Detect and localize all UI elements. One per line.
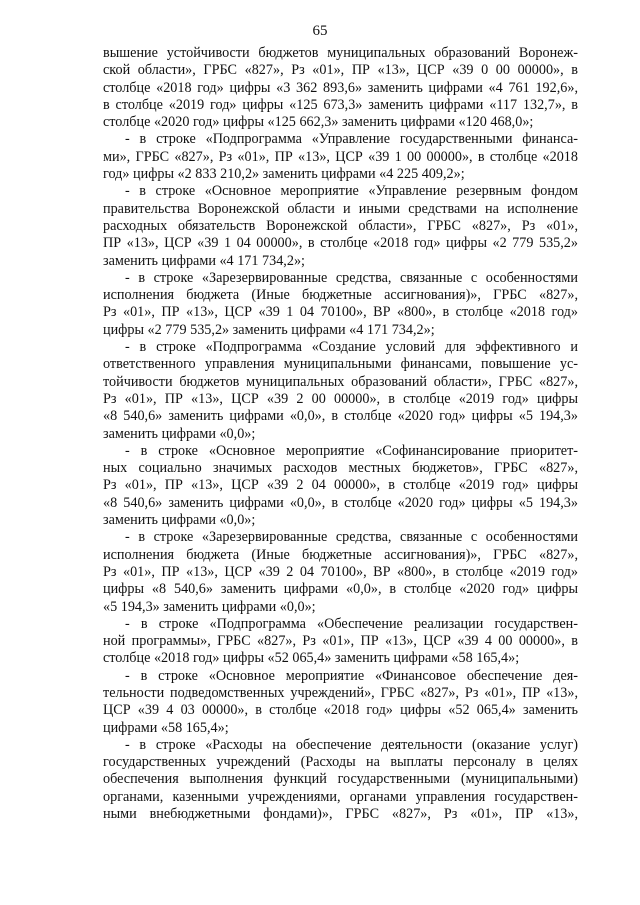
text-line: - в строке «Зарезервированные средства, связанные с особенностями — [125, 269, 578, 286]
text-line: тойчивости бюджетов муниципальных образований области», ГРБС «827», — [103, 373, 578, 390]
text-line: ми», ГРБС «827», Рз «01», ПР «13», ЦСР «39 1 00 00000», в столбце «2018 — [103, 148, 578, 165]
paragraph — [103, 443, 578, 529]
text-line: «5 194,3» заменить цифрами «0,0»; — [103, 598, 316, 615]
text-line: ных социально значимых расходов местных бюджетов», ГРБС «827», — [103, 460, 578, 477]
paragraph — [103, 737, 578, 823]
text-line: ответственного управления муниципальными финансами, повышение ус- — [103, 356, 578, 373]
page-number: 65 — [312, 23, 328, 39]
text-line: - в строке «Подпрограмма «Обеспечение реализации государствен- — [125, 615, 578, 632]
text-line: цифры «8 540,6» заменить цифрами «0,0», в столбце «2020 год» цифры — [103, 581, 578, 598]
text-line: тельности подведомственных учреждений», ГРБС «827», Рз «01», ПР «13», — [103, 684, 578, 701]
paragraph — [103, 616, 578, 668]
paragraph — [103, 270, 578, 339]
paragraph — [103, 183, 578, 269]
text-line: - в строке «Подпрограмма «Управление государственными финанса- — [125, 131, 578, 148]
text-line: Рз «01», ПР «13», ЦСР «39 1 04 70100», ВР «800», в столбце «2018 год» — [103, 304, 578, 321]
text-line: Рз «01», ПР «13», ЦСР «39 2 00 00000», в столбце «2019 год» цифры — [103, 390, 578, 407]
text-line: в столбце «2019 год» цифры «125 673,3» заменить цифрами «117 132,7», в — [103, 96, 578, 113]
paragraph — [103, 45, 578, 131]
text-line: «8 540,6» заменить цифрами «0,0», в столбце «2020 год» цифры «5 194,3» — [103, 494, 578, 511]
text-line: цифрами «58 165,4»; — [103, 719, 229, 736]
text-line: «8 540,6» заменить цифрами «0,0», в столбце «2020 год» цифры «5 194,3» — [103, 408, 578, 425]
text-line: ПР «13», ЦСР «39 1 04 00000», в столбце «2018 год» цифры «2 779 535,2» — [103, 235, 578, 252]
text-line: ской области», ГРБС «827», Рз «01», ПР «13», ЦСР «39 0 00 00000», в — [103, 62, 578, 79]
text-line: ЦСР «39 4 03 00000», в столбце «2018 год» цифры «52 065,4» заменить — [103, 702, 578, 719]
text-line: Рз «01», ПР «13», ЦСР «39 2 04 00000», в столбце «2019 год» цифры — [103, 477, 578, 494]
text-line: - в строке «Основное мероприятие «Софинансирование приоритет- — [125, 442, 578, 459]
text-line: столбце «2018 год» цифры «3 362 893,6» заменить цифрами «4 761 192,6», — [103, 79, 578, 96]
paragraph — [103, 529, 578, 615]
text-line: заменить цифрами «0,0»; — [103, 425, 256, 442]
text-line: государственных учреждений (Расходы на выплаты персоналу в целях — [103, 754, 578, 771]
text-line: вышение устойчивости бюджетов муниципальных образований Воронеж- — [103, 45, 578, 61]
text-line: исполнения бюджета (Иные бюджетные ассигнования)», ГРБС «827», — [103, 287, 578, 304]
text-line: заменить цифрами «0,0»; — [103, 512, 256, 529]
text-line: исполнения бюджета (Иные бюджетные ассигнования)», ГРБС «827», — [103, 546, 578, 563]
paragraph — [103, 339, 578, 443]
document-body — [103, 45, 578, 823]
text-line: - в строке «Основное мероприятие «Управление резервным фондом — [125, 183, 578, 200]
text-line: - в строке «Основное мероприятие «Финансовое обеспечение дея- — [125, 667, 578, 684]
text-line: правительства Воронежской области и иными средствами на исполнение — [103, 200, 578, 217]
text-line: цифры «2 779 535,2» заменить цифрами «4 171 734,2»; — [103, 321, 435, 338]
paragraph — [103, 668, 578, 737]
text-line: - в строке «Зарезервированные средства, связанные с особенностями — [125, 529, 578, 546]
text-line: Рз «01», ПР «13», ЦСР «39 2 04 70100», ВР «800», в столбце «2019 год» — [103, 563, 578, 580]
text-line: столбце «2018 год» цифры «52 065,4» заменить цифрами «58 165,4»; — [103, 650, 520, 667]
paragraph — [103, 131, 578, 183]
text-line: - в строке «Подпрограмма «Создание условий для эффективного и — [125, 339, 578, 356]
text-line: заменить цифрами «4 171 734,2»; — [103, 252, 305, 269]
text-line: ными внебюджетными фондами)», ГРБС «827», Рз «01», ПР «13», — [103, 806, 578, 823]
text-line: органами, казенными учреждениями, органами управления государствен- — [103, 788, 578, 805]
text-line: расходных обязательств Воронежской области», ГРБС «827», Рз «01», — [103, 217, 578, 234]
text-line: столбце «2020 год» цифры «125 662,3» заменить цифрами «120 468,0»; — [103, 114, 534, 131]
text-line: год» цифры «2 833 210,2» заменить цифрами «4 225 409,2»; — [103, 166, 465, 183]
text-line: обеспечения выполнения функций государственными (муниципальными) — [103, 771, 578, 788]
text-line: ной программы», ГРБС «827», Рз «01», ПР «13», ЦСР «39 4 00 00000», в — [103, 633, 578, 650]
text-line: - в строке «Расходы на обеспечение деятельности (оказание услуг) — [125, 736, 578, 753]
